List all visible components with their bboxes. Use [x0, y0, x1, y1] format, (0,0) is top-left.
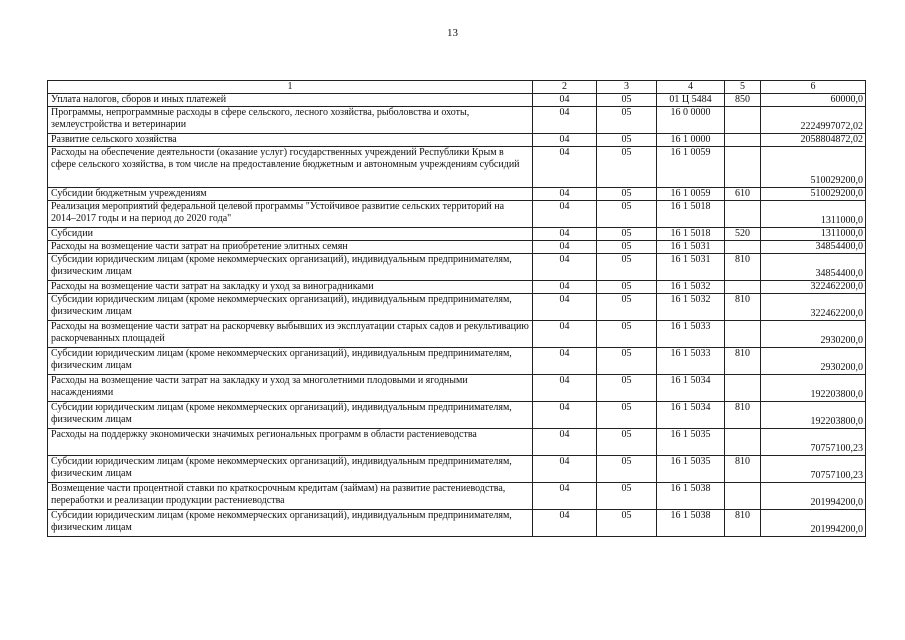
row-target-article-cell: 16 1 5033 — [657, 321, 725, 348]
row-subsection-cell: 05 — [597, 321, 657, 348]
row-target-article-cell: 16 1 5032 — [657, 294, 725, 321]
row-amount-cell: 34854400,0 — [761, 254, 866, 281]
row-amount-cell: 510029200,0 — [761, 147, 866, 188]
header-col-1: 1 — [48, 81, 533, 94]
row-section-cell: 04 — [533, 348, 597, 375]
row-expense-type-cell — [725, 281, 761, 294]
row-subsection-cell: 05 — [597, 294, 657, 321]
row-name-cell: Расходы на возмещение части затрат на закладку и уход за многолетними плодовыми и ягодными насаждениями — [48, 375, 533, 402]
row-amount-cell: 2930200,0 — [761, 321, 866, 348]
row-target-article-cell: 16 1 0059 — [657, 147, 725, 188]
row-expense-type-cell: 810 — [725, 456, 761, 483]
row-amount-cell: 201994200,0 — [761, 483, 866, 510]
header-col-2: 2 — [533, 81, 597, 94]
row-amount-cell: 34854400,0 — [761, 241, 866, 254]
table-row — [48, 510, 866, 537]
row-expense-type-cell — [725, 429, 761, 456]
table-row — [48, 228, 866, 241]
header-col-3: 3 — [597, 81, 657, 94]
row-section-cell: 04 — [533, 456, 597, 483]
row-section-cell: 04 — [533, 241, 597, 254]
row-name-cell: Субсидии юридическим лицам (кроме некоммерческих организаций), индивидуальным предпринимателям, физическим лицам — [48, 254, 533, 281]
header-col-5: 5 — [725, 81, 761, 94]
row-amount-cell: 1311000,0 — [761, 228, 866, 241]
row-section-cell: 04 — [533, 254, 597, 281]
row-expense-type-cell: 610 — [725, 188, 761, 201]
row-subsection-cell: 05 — [597, 254, 657, 281]
table-row — [48, 281, 866, 294]
row-amount-cell: 2058804872,02 — [761, 134, 866, 147]
row-amount-cell: 70757100,23 — [761, 456, 866, 483]
row-name-cell: Уплата налогов, сборов и иных платежей — [48, 94, 533, 107]
row-section-cell: 04 — [533, 94, 597, 107]
row-section-cell: 04 — [533, 375, 597, 402]
row-name-cell: Субсидии бюджетным учреждениям — [48, 188, 533, 201]
row-target-article-cell: 16 1 5032 — [657, 281, 725, 294]
row-expense-type-cell — [725, 321, 761, 348]
budget-table-body — [48, 81, 866, 537]
table-row — [48, 254, 866, 281]
row-expense-type-cell — [725, 375, 761, 402]
row-expense-type-cell: 810 — [725, 402, 761, 429]
row-name-cell: Субсидии — [48, 228, 533, 241]
row-amount-cell: 201994200,0 — [761, 510, 866, 537]
row-target-article-cell: 16 1 0000 — [657, 134, 725, 147]
row-target-article-cell: 16 1 0059 — [657, 188, 725, 201]
row-amount-cell: 60000,0 — [761, 94, 866, 107]
row-name-cell: Реализация мероприятий федеральной целевой программы "Устойчивое развитие сельских территорий на 2014–2017 годы и на период до 2020 года" — [48, 201, 533, 228]
row-expense-type-cell: 810 — [725, 254, 761, 281]
row-target-article-cell: 16 1 5038 — [657, 483, 725, 510]
row-section-cell: 04 — [533, 107, 597, 134]
row-section-cell: 04 — [533, 483, 597, 510]
row-target-article-cell: 16 1 5031 — [657, 241, 725, 254]
row-subsection-cell: 05 — [597, 348, 657, 375]
row-target-article-cell: 16 1 5018 — [657, 228, 725, 241]
table-row — [48, 456, 866, 483]
row-expense-type-cell: 850 — [725, 94, 761, 107]
row-section-cell: 04 — [533, 294, 597, 321]
table-row — [48, 188, 866, 201]
table-row — [48, 107, 866, 134]
row-expense-type-cell — [725, 107, 761, 134]
row-target-article-cell: 16 1 5034 — [657, 402, 725, 429]
row-expense-type-cell — [725, 147, 761, 188]
row-section-cell: 04 — [533, 188, 597, 201]
table-row — [48, 402, 866, 429]
table-row — [48, 321, 866, 348]
row-section-cell: 04 — [533, 147, 597, 188]
table-row — [48, 241, 866, 254]
row-amount-cell: 322462200,0 — [761, 294, 866, 321]
row-name-cell: Субсидии юридическим лицам (кроме некоммерческих организаций), индивидуальным предпринимателям, физическим лицам — [48, 348, 533, 375]
row-section-cell: 04 — [533, 429, 597, 456]
row-subsection-cell: 05 — [597, 201, 657, 228]
table-row — [48, 483, 866, 510]
row-name-cell: Возмещение части процентной ставки по краткосрочным кредитам (займам) на развитие растениеводства, переработки и реализации продукции растениеводства — [48, 483, 533, 510]
row-expense-type-cell — [725, 134, 761, 147]
table-row — [48, 201, 866, 228]
row-name-cell: Расходы на возмещение части затрат на закладку и уход за виноградниками — [48, 281, 533, 294]
row-expense-type-cell — [725, 201, 761, 228]
row-section-cell: 04 — [533, 281, 597, 294]
row-name-cell: Субсидии юридическим лицам (кроме некоммерческих организаций), индивидуальным предпринимателям, физическим лицам — [48, 402, 533, 429]
table-row — [48, 429, 866, 456]
row-subsection-cell: 05 — [597, 456, 657, 483]
row-subsection-cell: 05 — [597, 107, 657, 134]
table-row — [48, 94, 866, 107]
header-col-6: 6 — [761, 81, 866, 94]
header-col-4: 4 — [657, 81, 725, 94]
row-target-article-cell: 16 1 5018 — [657, 201, 725, 228]
row-subsection-cell: 05 — [597, 241, 657, 254]
row-amount-cell: 322462200,0 — [761, 281, 866, 294]
row-subsection-cell: 05 — [597, 228, 657, 241]
row-amount-cell: 2930200,0 — [761, 348, 866, 375]
row-expense-type-cell: 810 — [725, 348, 761, 375]
row-amount-cell: 2224997072,02 — [761, 107, 866, 134]
table-header-row — [48, 81, 866, 94]
row-target-article-cell: 16 1 5035 — [657, 456, 725, 483]
row-subsection-cell: 05 — [597, 483, 657, 510]
row-section-cell: 04 — [533, 402, 597, 429]
row-subsection-cell: 05 — [597, 510, 657, 537]
row-amount-cell: 510029200,0 — [761, 188, 866, 201]
row-name-cell: Расходы на возмещение части затрат на приобретение элитных семян — [48, 241, 533, 254]
row-amount-cell: 70757100,23 — [761, 429, 866, 456]
row-target-article-cell: 16 1 5035 — [657, 429, 725, 456]
row-name-cell: Расходы на поддержку экономически значимых региональных программ в области растениеводства — [48, 429, 533, 456]
row-section-cell: 04 — [533, 510, 597, 537]
row-expense-type-cell: 520 — [725, 228, 761, 241]
row-subsection-cell: 05 — [597, 281, 657, 294]
table-row — [48, 134, 866, 147]
row-subsection-cell: 05 — [597, 375, 657, 402]
table-row — [48, 147, 866, 188]
row-expense-type-cell — [725, 241, 761, 254]
row-expense-type-cell: 810 — [725, 510, 761, 537]
row-target-article-cell: 16 1 5034 — [657, 375, 725, 402]
row-target-article-cell: 16 1 5038 — [657, 510, 725, 537]
row-amount-cell: 192203800,0 — [761, 375, 866, 402]
row-target-article-cell: 01 Ц 5484 — [657, 94, 725, 107]
row-section-cell: 04 — [533, 228, 597, 241]
row-target-article-cell: 16 0 0000 — [657, 107, 725, 134]
row-name-cell: Программы, непрограммные расходы в сфере сельского, лесного хозяйства, рыболовства и охоты, землеустройства и ветеринарии — [48, 107, 533, 134]
row-subsection-cell: 05 — [597, 402, 657, 429]
table-row — [48, 348, 866, 375]
row-name-cell: Субсидии юридическим лицам (кроме некоммерческих организаций), индивидуальным предпринимателям, физическим лицам — [48, 456, 533, 483]
table-row — [48, 294, 866, 321]
row-amount-cell: 1311000,0 — [761, 201, 866, 228]
table-row — [48, 375, 866, 402]
row-expense-type-cell: 810 — [725, 294, 761, 321]
row-subsection-cell: 05 — [597, 94, 657, 107]
row-target-article-cell: 16 1 5031 — [657, 254, 725, 281]
row-name-cell: Субсидии юридическим лицам (кроме некоммерческих организаций), индивидуальным предпринимателям, физическим лицам — [48, 294, 533, 321]
row-expense-type-cell — [725, 483, 761, 510]
row-section-cell: 04 — [533, 201, 597, 228]
row-subsection-cell: 05 — [597, 147, 657, 188]
row-name-cell: Расходы на обеспечение деятельности (оказание услуг) государственных учреждений Республики Крым в сфере сельского хозяйства, в том числе на предоставление бюджетным и автономным учреждениям субсидий — [48, 147, 533, 188]
budget-table — [47, 80, 866, 537]
row-section-cell: 04 — [533, 321, 597, 348]
row-name-cell: Расходы на возмещение части затрат на раскорчевку выбывших из эксплуатации старых садов и рекультивацию раскорчеванных площадей — [48, 321, 533, 348]
row-section-cell: 04 — [533, 134, 597, 147]
row-subsection-cell: 05 — [597, 134, 657, 147]
row-target-article-cell: 16 1 5033 — [657, 348, 725, 375]
row-amount-cell: 192203800,0 — [761, 402, 866, 429]
row-subsection-cell: 05 — [597, 188, 657, 201]
row-name-cell: Субсидии юридическим лицам (кроме некоммерческих организаций), индивидуальным предпринимателям, физическим лицам — [48, 510, 533, 537]
row-name-cell: Развитие сельского хозяйства — [48, 134, 533, 147]
page-number: 13 — [447, 27, 458, 39]
row-subsection-cell: 05 — [597, 429, 657, 456]
